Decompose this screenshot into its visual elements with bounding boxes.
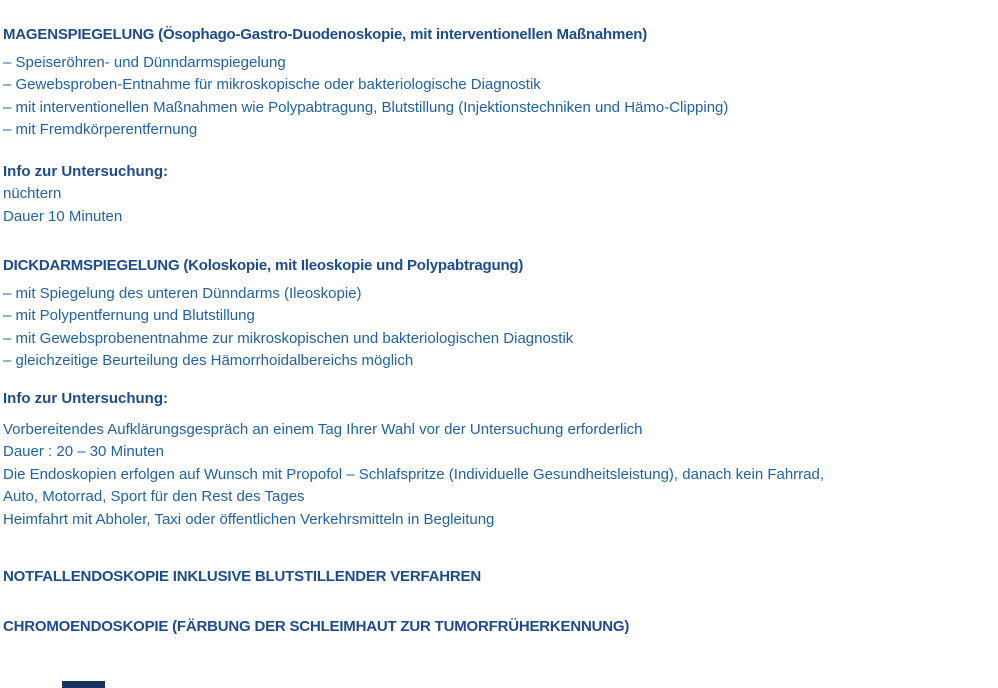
info-label: Info zur Untersuchung: <box>3 163 168 180</box>
info-label: Info zur Untersuchung: <box>3 390 168 407</box>
section-dickdarmspiegelung-heading <box>3 255 988 277</box>
bullet-item: – Gewebsproben-Entnahme für mikroskopische oder bakteriologische Diagnostik <box>3 76 541 94</box>
section-heading-text: MAGENSPIEGELUNG (Ösophago-Gastro-Duodenoskopie, mit interventionellen Maßnahmen) <box>3 26 648 43</box>
bullet-item: – mit interventionellen Maßnahmen wie Polypabtragung, Blutstillung (Injektionstechniken und Hämo-Clipping) <box>3 98 729 116</box>
section-magenspiegelung-heading <box>3 24 988 46</box>
bullet-item: – mit Fremdkörperentfernung <box>3 121 198 139</box>
dickdarmspiegelung-info-label <box>3 388 988 410</box>
info-line: Vorbereitendes Aufklärungsgespräch an einem Tag Ihrer Wahl vor der Untersuchung erforderlich <box>3 421 643 438</box>
info-line: Heimfahrt mit Abholer, Taxi oder öffentlichen Verkehrsmitteln in Begleitung <box>3 510 495 528</box>
bullet-item: – mit Polypentfernung und Blutstillung <box>3 307 255 325</box>
magenspiegelung-bullet-list <box>3 52 988 142</box>
info-line: Auto, Motorrad, Sport für den Rest des Tages <box>3 488 305 506</box>
bullet-item: – mit Gewebsprobenentnahme zur mikroskopischen und bakteriologischen Diagnostik <box>3 329 574 347</box>
section-heading-text: DICKDARMSPIEGELUNG (Koloskopie, mit Ileoskopie und Polypabtragung) <box>3 257 524 274</box>
bullet-item: – Speiseröhren- und Dünndarmspiegelung <box>3 54 286 71</box>
section-heading-text: CHROMOENDOSKOPIE (FÄRBUNG DER SCHLEIMHAUT ZUR TUMORFRÜHERKENNUNG) <box>3 618 630 635</box>
info-line: Die Endoskopien erfolgen auf Wunsch mit Propofol – Schlafspritze (Individuelle Gesundheitsleistung), danach kein Fahrrad, <box>3 465 825 483</box>
dickdarmspiegelung-info-block <box>3 419 988 531</box>
info-line: Dauer : 20 – 30 Minuten <box>3 443 164 461</box>
section-chromoendoskopie-heading <box>3 616 988 638</box>
section-notfallendoskopie-heading <box>3 566 988 588</box>
info-line: Dauer 10 Minuten <box>3 207 123 225</box>
bullet-item: – gleichzeitige Beurteilung des Hämorrhoidalbereichs möglich <box>3 352 414 370</box>
info-line: nüchtern <box>3 185 62 203</box>
bullet-item: – mit Spiegelung des unteren Dünndarms (Ileoskopie) <box>3 285 362 302</box>
dickdarmspiegelung-bullet-list <box>3 283 988 373</box>
section-heading-text: NOTFALLENDOSKOPIE INKLUSIVE BLUTSTILLENDER VERFAHREN <box>3 568 481 585</box>
magenspiegelung-info-block <box>3 161 988 228</box>
